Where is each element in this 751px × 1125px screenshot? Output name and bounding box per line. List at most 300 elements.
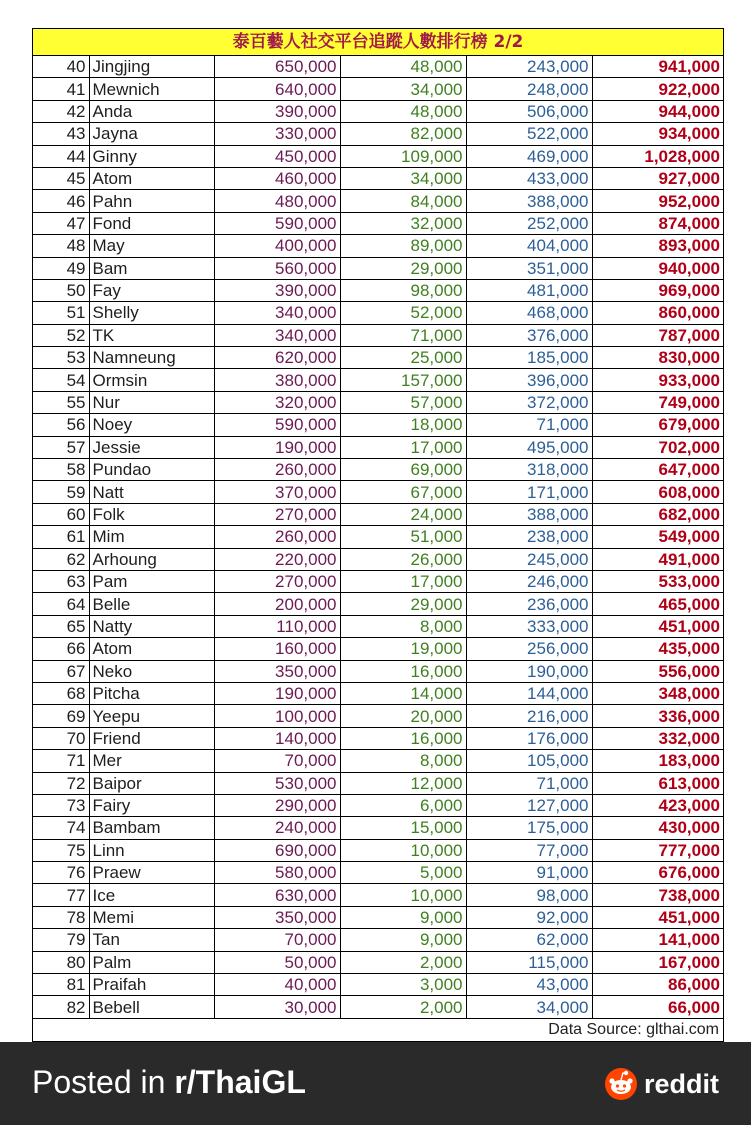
- total-cell: 933,000: [592, 369, 723, 391]
- total-cell: 969,000: [592, 279, 723, 301]
- platform2-cell: 48,000: [340, 56, 466, 78]
- platform3-cell: 236,000: [466, 593, 592, 615]
- platform1-cell: 110,000: [214, 615, 340, 637]
- rank-cell: 82: [33, 996, 89, 1018]
- platform2-cell: 84,000: [340, 190, 466, 212]
- rank-cell: 48: [33, 235, 89, 257]
- platform2-cell: 8,000: [340, 615, 466, 637]
- platform2-cell: 34,000: [340, 78, 466, 100]
- name-cell: Palm: [89, 951, 214, 973]
- total-cell: 451,000: [592, 615, 723, 637]
- table-row: [33, 526, 723, 548]
- platform1-cell: 40,000: [214, 974, 340, 996]
- name-cell: Neko: [89, 660, 214, 682]
- platform2-cell: 15,000: [340, 817, 466, 839]
- total-cell: 451,000: [592, 906, 723, 928]
- platform2-cell: 67,000: [340, 481, 466, 503]
- total-cell: 934,000: [592, 123, 723, 145]
- platform3-cell: 388,000: [466, 190, 592, 212]
- platform2-cell: 26,000: [340, 548, 466, 570]
- platform3-cell: 190,000: [466, 660, 592, 682]
- name-cell: Pahn: [89, 190, 214, 212]
- subreddit-link[interactable]: r/ThaiGL: [174, 1064, 306, 1100]
- platform1-cell: 350,000: [214, 660, 340, 682]
- platform1-cell: 70,000: [214, 750, 340, 772]
- reddit-snoo-icon: [604, 1067, 638, 1101]
- rank-cell: 69: [33, 705, 89, 727]
- reddit-wordmark: reddit: [643, 1068, 719, 1099]
- rank-cell: 56: [33, 414, 89, 436]
- name-cell: Bam: [89, 257, 214, 279]
- platform1-cell: 640,000: [214, 78, 340, 100]
- total-cell: 336,000: [592, 705, 723, 727]
- table-row: [33, 190, 723, 212]
- total-cell: 787,000: [592, 324, 723, 346]
- platform3-cell: 34,000: [466, 996, 592, 1018]
- platform1-cell: 220,000: [214, 548, 340, 570]
- platform3-cell: 105,000: [466, 750, 592, 772]
- total-cell: 860,000: [592, 302, 723, 324]
- platform3-cell: 62,000: [466, 929, 592, 951]
- rank-cell: 51: [33, 302, 89, 324]
- rank-cell: 57: [33, 436, 89, 458]
- table-row: [33, 705, 723, 727]
- total-cell: 66,000: [592, 996, 723, 1018]
- table-row: [33, 324, 723, 346]
- total-cell: 613,000: [592, 772, 723, 794]
- total-cell: 141,000: [592, 929, 723, 951]
- name-cell: Anda: [89, 100, 214, 122]
- platform3-cell: 252,000: [466, 212, 592, 234]
- platform2-cell: 98,000: [340, 279, 466, 301]
- platform3-cell: 245,000: [466, 548, 592, 570]
- total-cell: 952,000: [592, 190, 723, 212]
- platform1-cell: 590,000: [214, 212, 340, 234]
- table-row: [33, 974, 723, 996]
- total-cell: 1,028,000: [592, 145, 723, 167]
- name-cell: Shelly: [89, 302, 214, 324]
- rank-cell: 60: [33, 503, 89, 525]
- platform1-cell: 560,000: [214, 257, 340, 279]
- rank-cell: 77: [33, 884, 89, 906]
- platform1-cell: 160,000: [214, 638, 340, 660]
- platform1-cell: 450,000: [214, 145, 340, 167]
- platform1-cell: 630,000: [214, 884, 340, 906]
- posted-in-label: [32, 1064, 306, 1101]
- table-row: [33, 481, 723, 503]
- ranking-sheet: [32, 28, 724, 1042]
- rank-cell: 76: [33, 862, 89, 884]
- name-cell: Belle: [89, 593, 214, 615]
- rank-cell: 65: [33, 615, 89, 637]
- rank-cell: 75: [33, 839, 89, 861]
- platform2-cell: 19,000: [340, 638, 466, 660]
- platform1-cell: 190,000: [214, 682, 340, 704]
- platform3-cell: 468,000: [466, 302, 592, 324]
- name-cell: Noey: [89, 414, 214, 436]
- rank-cell: 66: [33, 638, 89, 660]
- platform2-cell: 2,000: [340, 951, 466, 973]
- rank-cell: 49: [33, 257, 89, 279]
- platform1-cell: 140,000: [214, 727, 340, 749]
- name-cell: Fairy: [89, 794, 214, 816]
- platform2-cell: 8,000: [340, 750, 466, 772]
- table-row: [33, 391, 723, 413]
- platform3-cell: 376,000: [466, 324, 592, 346]
- platform2-cell: 52,000: [340, 302, 466, 324]
- platform3-cell: 351,000: [466, 257, 592, 279]
- reddit-footer: [0, 1042, 751, 1125]
- rank-cell: 45: [33, 167, 89, 189]
- platform2-cell: 9,000: [340, 906, 466, 928]
- platform3-cell: 92,000: [466, 906, 592, 928]
- rank-cell: 72: [33, 772, 89, 794]
- platform1-cell: 240,000: [214, 817, 340, 839]
- platform3-cell: 388,000: [466, 503, 592, 525]
- table-row: [33, 56, 723, 78]
- platform2-cell: 51,000: [340, 526, 466, 548]
- platform3-cell: 91,000: [466, 862, 592, 884]
- total-cell: 893,000: [592, 235, 723, 257]
- platform1-cell: 100,000: [214, 705, 340, 727]
- table-row: [33, 369, 723, 391]
- name-cell: Memi: [89, 906, 214, 928]
- name-cell: Atom: [89, 638, 214, 660]
- total-cell: 86,000: [592, 974, 723, 996]
- platform2-cell: 17,000: [340, 436, 466, 458]
- total-cell: 549,000: [592, 526, 723, 548]
- name-cell: Friend: [89, 727, 214, 749]
- total-cell: 465,000: [592, 593, 723, 615]
- platform1-cell: 70,000: [214, 929, 340, 951]
- total-cell: 830,000: [592, 347, 723, 369]
- name-cell: Pitcha: [89, 682, 214, 704]
- platform2-cell: 10,000: [340, 839, 466, 861]
- rank-cell: 50: [33, 279, 89, 301]
- name-cell: Praew: [89, 862, 214, 884]
- platform1-cell: 460,000: [214, 167, 340, 189]
- platform3-cell: 469,000: [466, 145, 592, 167]
- rank-cell: 44: [33, 145, 89, 167]
- total-cell: 927,000: [592, 167, 723, 189]
- table-row: [33, 257, 723, 279]
- total-cell: 940,000: [592, 257, 723, 279]
- table-row: [33, 167, 723, 189]
- total-cell: 647,000: [592, 459, 723, 481]
- total-cell: 430,000: [592, 817, 723, 839]
- total-cell: 749,000: [592, 391, 723, 413]
- table-row: [33, 570, 723, 592]
- total-cell: 556,000: [592, 660, 723, 682]
- rank-cell: 53: [33, 347, 89, 369]
- platform2-cell: 71,000: [340, 324, 466, 346]
- rank-cell: 63: [33, 570, 89, 592]
- platform2-cell: 20,000: [340, 705, 466, 727]
- platform3-cell: 404,000: [466, 235, 592, 257]
- name-cell: Mer: [89, 750, 214, 772]
- table-row: [33, 212, 723, 234]
- platform1-cell: 530,000: [214, 772, 340, 794]
- table-row: [33, 123, 723, 145]
- platform2-cell: 25,000: [340, 347, 466, 369]
- name-cell: Jessie: [89, 436, 214, 458]
- platform3-cell: 522,000: [466, 123, 592, 145]
- table-row: [33, 302, 723, 324]
- total-cell: 738,000: [592, 884, 723, 906]
- table-row: [33, 906, 723, 928]
- platform2-cell: 18,000: [340, 414, 466, 436]
- platform3-cell: 372,000: [466, 391, 592, 413]
- platform2-cell: 32,000: [340, 212, 466, 234]
- platform2-cell: 24,000: [340, 503, 466, 525]
- platform1-cell: 190,000: [214, 436, 340, 458]
- platform1-cell: 260,000: [214, 459, 340, 481]
- platform3-cell: 246,000: [466, 570, 592, 592]
- platform1-cell: 390,000: [214, 100, 340, 122]
- table-row: [33, 951, 723, 973]
- name-cell: Mim: [89, 526, 214, 548]
- total-cell: 608,000: [592, 481, 723, 503]
- total-cell: 702,000: [592, 436, 723, 458]
- name-cell: Ice: [89, 884, 214, 906]
- name-cell: Nur: [89, 391, 214, 413]
- name-cell: Bambam: [89, 817, 214, 839]
- platform2-cell: 12,000: [340, 772, 466, 794]
- platform1-cell: 350,000: [214, 906, 340, 928]
- name-cell: Arhoung: [89, 548, 214, 570]
- table-row: [33, 548, 723, 570]
- rank-cell: 61: [33, 526, 89, 548]
- platform1-cell: 370,000: [214, 481, 340, 503]
- total-cell: 332,000: [592, 727, 723, 749]
- name-cell: Pundao: [89, 459, 214, 481]
- rank-cell: 40: [33, 56, 89, 78]
- platform1-cell: 330,000: [214, 123, 340, 145]
- platform1-cell: 380,000: [214, 369, 340, 391]
- name-cell: Ormsin: [89, 369, 214, 391]
- rank-cell: 78: [33, 906, 89, 928]
- platform3-cell: 256,000: [466, 638, 592, 660]
- platform1-cell: 260,000: [214, 526, 340, 548]
- total-cell: 874,000: [592, 212, 723, 234]
- rank-cell: 59: [33, 481, 89, 503]
- platform2-cell: 34,000: [340, 167, 466, 189]
- platform2-cell: 157,000: [340, 369, 466, 391]
- platform2-cell: 109,000: [340, 145, 466, 167]
- platform3-cell: 127,000: [466, 794, 592, 816]
- name-cell: Praifah: [89, 974, 214, 996]
- name-cell: Fay: [89, 279, 214, 301]
- table-row: [33, 347, 723, 369]
- platform2-cell: 48,000: [340, 100, 466, 122]
- rank-cell: 54: [33, 369, 89, 391]
- platform2-cell: 2,000: [340, 996, 466, 1018]
- ranking-table: [33, 56, 723, 1019]
- rank-cell: 79: [33, 929, 89, 951]
- platform2-cell: 17,000: [340, 570, 466, 592]
- name-cell: Yeepu: [89, 705, 214, 727]
- name-cell: Baipor: [89, 772, 214, 794]
- platform2-cell: 16,000: [340, 660, 466, 682]
- data-source: Data Source: glthai.com: [548, 1020, 719, 1038]
- platform1-cell: 480,000: [214, 190, 340, 212]
- table-row: [33, 638, 723, 660]
- platform2-cell: 10,000: [340, 884, 466, 906]
- name-cell: Atom: [89, 167, 214, 189]
- platform3-cell: 176,000: [466, 727, 592, 749]
- platform1-cell: 50,000: [214, 951, 340, 973]
- name-cell: Namneung: [89, 347, 214, 369]
- platform3-cell: 171,000: [466, 481, 592, 503]
- name-cell: Jayna: [89, 123, 214, 145]
- platform2-cell: 6,000: [340, 794, 466, 816]
- rank-cell: 70: [33, 727, 89, 749]
- rank-cell: 55: [33, 391, 89, 413]
- table-row: [33, 862, 723, 884]
- rank-cell: 62: [33, 548, 89, 570]
- name-cell: Pam: [89, 570, 214, 592]
- total-cell: 944,000: [592, 100, 723, 122]
- posted-prefix: Posted in: [32, 1064, 175, 1100]
- table-row: [33, 414, 723, 436]
- table-row: [33, 459, 723, 481]
- platform1-cell: 400,000: [214, 235, 340, 257]
- rank-cell: 64: [33, 593, 89, 615]
- platform3-cell: 506,000: [466, 100, 592, 122]
- platform2-cell: 69,000: [340, 459, 466, 481]
- rank-cell: 42: [33, 100, 89, 122]
- table-row: [33, 100, 723, 122]
- total-cell: 676,000: [592, 862, 723, 884]
- total-cell: 682,000: [592, 503, 723, 525]
- platform2-cell: 82,000: [340, 123, 466, 145]
- platform2-cell: 3,000: [340, 974, 466, 996]
- platform2-cell: 57,000: [340, 391, 466, 413]
- rank-cell: 73: [33, 794, 89, 816]
- name-cell: Fond: [89, 212, 214, 234]
- rank-cell: 46: [33, 190, 89, 212]
- name-cell: Folk: [89, 503, 214, 525]
- platform1-cell: 340,000: [214, 302, 340, 324]
- platform1-cell: 590,000: [214, 414, 340, 436]
- name-cell: Tan: [89, 929, 214, 951]
- total-cell: 167,000: [592, 951, 723, 973]
- platform2-cell: 9,000: [340, 929, 466, 951]
- name-cell: Natty: [89, 615, 214, 637]
- platform3-cell: 216,000: [466, 705, 592, 727]
- platform1-cell: 320,000: [214, 391, 340, 413]
- reddit-logo[interactable]: [604, 1066, 719, 1102]
- platform1-cell: 270,000: [214, 570, 340, 592]
- table-row: [33, 772, 723, 794]
- name-cell: Bebell: [89, 996, 214, 1018]
- rank-cell: 74: [33, 817, 89, 839]
- table-row: [33, 929, 723, 951]
- total-cell: 679,000: [592, 414, 723, 436]
- platform2-cell: 16,000: [340, 727, 466, 749]
- platform2-cell: 5,000: [340, 862, 466, 884]
- platform3-cell: 144,000: [466, 682, 592, 704]
- table-row: [33, 615, 723, 637]
- platform3-cell: 71,000: [466, 414, 592, 436]
- platform1-cell: 690,000: [214, 839, 340, 861]
- platform1-cell: 200,000: [214, 593, 340, 615]
- rank-cell: 52: [33, 324, 89, 346]
- name-cell: Natt: [89, 481, 214, 503]
- name-cell: May: [89, 235, 214, 257]
- platform3-cell: 481,000: [466, 279, 592, 301]
- platform3-cell: 71,000: [466, 772, 592, 794]
- platform1-cell: 580,000: [214, 862, 340, 884]
- table-row: [33, 235, 723, 257]
- platform3-cell: 433,000: [466, 167, 592, 189]
- platform3-cell: 43,000: [466, 974, 592, 996]
- rank-cell: 41: [33, 78, 89, 100]
- platform3-cell: 238,000: [466, 526, 592, 548]
- table-row: [33, 996, 723, 1018]
- table-row: [33, 794, 723, 816]
- platform3-cell: 185,000: [466, 347, 592, 369]
- total-cell: 491,000: [592, 548, 723, 570]
- name-cell: Mewnich: [89, 78, 214, 100]
- total-cell: 941,000: [592, 56, 723, 78]
- table-row: [33, 436, 723, 458]
- total-cell: 533,000: [592, 570, 723, 592]
- name-cell: TK: [89, 324, 214, 346]
- platform3-cell: 98,000: [466, 884, 592, 906]
- rank-cell: 47: [33, 212, 89, 234]
- platform2-cell: 14,000: [340, 682, 466, 704]
- platform2-cell: 29,000: [340, 257, 466, 279]
- platform3-cell: 248,000: [466, 78, 592, 100]
- rank-cell: 58: [33, 459, 89, 481]
- total-cell: 435,000: [592, 638, 723, 660]
- platform1-cell: 650,000: [214, 56, 340, 78]
- name-cell: Ginny: [89, 145, 214, 167]
- rank-cell: 81: [33, 974, 89, 996]
- platform3-cell: 333,000: [466, 615, 592, 637]
- platform1-cell: 620,000: [214, 347, 340, 369]
- name-cell: Linn: [89, 839, 214, 861]
- platform3-cell: 175,000: [466, 817, 592, 839]
- platform1-cell: 290,000: [214, 794, 340, 816]
- platform1-cell: 390,000: [214, 279, 340, 301]
- name-cell: Jingjing: [89, 56, 214, 78]
- rank-cell: 68: [33, 682, 89, 704]
- table-row: [33, 817, 723, 839]
- rank-cell: 71: [33, 750, 89, 772]
- platform2-cell: 89,000: [340, 235, 466, 257]
- total-cell: 423,000: [592, 794, 723, 816]
- rank-cell: 80: [33, 951, 89, 973]
- table-row: [33, 145, 723, 167]
- platform2-cell: 29,000: [340, 593, 466, 615]
- platform3-cell: 396,000: [466, 369, 592, 391]
- table-row: [33, 839, 723, 861]
- total-cell: 348,000: [592, 682, 723, 704]
- platform3-cell: 318,000: [466, 459, 592, 481]
- total-cell: 183,000: [592, 750, 723, 772]
- table-row: [33, 727, 723, 749]
- total-cell: 922,000: [592, 78, 723, 100]
- platform3-cell: 77,000: [466, 839, 592, 861]
- table-row: [33, 682, 723, 704]
- platform1-cell: 270,000: [214, 503, 340, 525]
- table-row: [33, 78, 723, 100]
- platform3-cell: 495,000: [466, 436, 592, 458]
- rank-cell: 67: [33, 660, 89, 682]
- table-row: [33, 750, 723, 772]
